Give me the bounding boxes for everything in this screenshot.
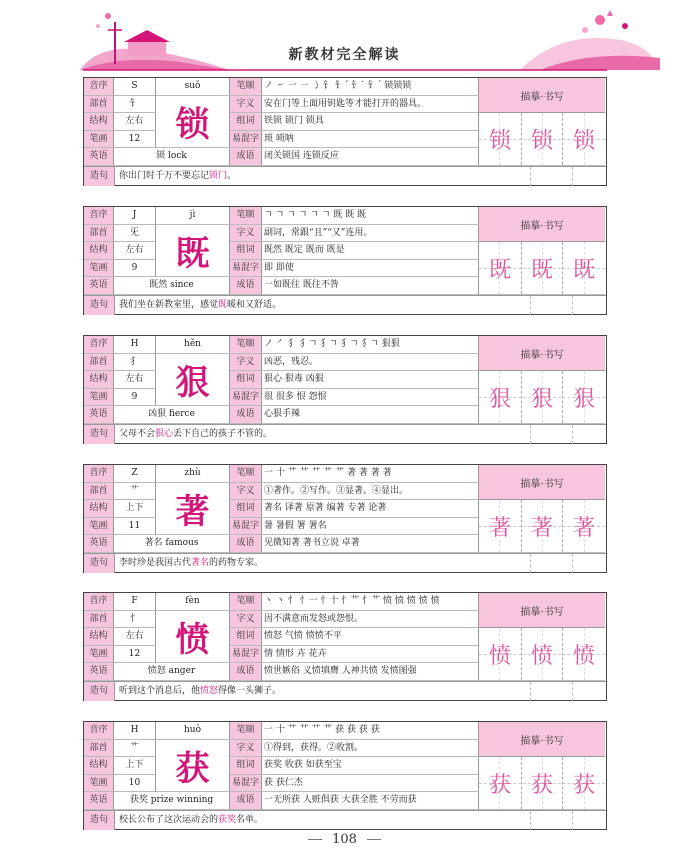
confusable-value: 即 即使 [262, 260, 479, 278]
words-label: 组词 [230, 113, 262, 131]
strokes-label: 笔画 [84, 518, 114, 536]
structure-value: 左右 [114, 371, 156, 389]
example-text: 父母不会 [119, 429, 156, 439]
confusable-value: 琐 唢呐 [262, 131, 479, 149]
structure-label: 结构 [84, 242, 114, 260]
example-text-end: 的药物专家。 [209, 558, 264, 568]
practice-guide [530, 554, 531, 573]
page-number-right-dash [367, 839, 381, 840]
radical-label: 部首 [84, 354, 114, 372]
english-label: 英语 [84, 663, 114, 681]
meaning-value: 副词，常跟“且”“又”连用。 [262, 225, 479, 243]
idiom-value: 一无所获 人赃俱获 大获全胜 不劳而获 [262, 792, 479, 810]
radical-value: 忄 [114, 611, 156, 629]
example-label: 造句 [84, 296, 115, 315]
order-label: 音序 [84, 336, 114, 354]
confusable-value: 情 情形 卉 花卉 [262, 646, 479, 664]
practice-guide [530, 167, 531, 186]
confusable-label: 易混字 [230, 260, 262, 278]
page-number-left-dash [308, 839, 322, 840]
character-card [83, 464, 607, 573]
example-text-end: 暖和又舒适。 [227, 300, 282, 310]
example-highlight: 锁门 [209, 171, 228, 181]
practice-guide [572, 682, 573, 701]
idiom-label: 成语 [230, 535, 262, 553]
strokes-value: 9 [114, 260, 156, 278]
english-label: 英语 [84, 148, 114, 166]
order-label: 音序 [84, 593, 114, 611]
words-label: 组词 [230, 242, 262, 260]
example-text-end: 丢下自己的孩子不管的。 [173, 429, 273, 439]
practice-guide [530, 682, 531, 701]
structure-label: 结构 [84, 113, 114, 131]
words-value: 狠心 狠毒 凶狠 [262, 371, 479, 389]
trace-character: 获 [572, 772, 595, 798]
page-banner [0, 0, 689, 72]
meaning-value: 凶恶，残忍。 [262, 354, 479, 372]
idiom-value: 心狠手辣 [262, 406, 479, 424]
idiom-label: 成语 [230, 663, 262, 681]
trace-character: 狠 [572, 386, 595, 412]
example-highlight: 狠心 [155, 429, 174, 439]
radical-value: 艹 [114, 483, 156, 501]
idiom-value: 闭关锁国 连锁反应 [262, 148, 479, 166]
stroke-order-label: 笔顺 [230, 593, 262, 611]
confusable-label: 易混字 [230, 131, 262, 149]
strokes-value: 12 [114, 131, 156, 149]
practice-guide [572, 811, 573, 830]
structure-value: 左右 [114, 628, 156, 646]
stroke-order-value: 一 十 艹 艹 艹 艹 获 获 获 获 [262, 722, 479, 740]
meaning-value: ①著作。②写作。③显著。④显出。 [262, 483, 479, 501]
words-label: 组词 [230, 500, 262, 518]
character-card [83, 335, 607, 444]
example-sentence [115, 554, 606, 573]
trace-character: 锁 [572, 128, 595, 154]
main-character: 获 [156, 740, 230, 793]
meaning-label: 字义 [230, 354, 262, 372]
example-text-end: 。 [227, 171, 237, 181]
strokes-value: 11 [114, 518, 156, 536]
trace-character: 获 [530, 772, 553, 798]
order-value: S [114, 78, 156, 96]
radical-label: 部首 [84, 611, 114, 629]
structure-value: 上下 [114, 500, 156, 518]
words-value: 著名 译著 原著 编著 专著 论著 [262, 500, 479, 518]
example-label: 造句 [84, 167, 115, 186]
trace-character: 既 [572, 257, 595, 283]
trace-character: 狠 [530, 386, 553, 412]
example-text: 听到这个消息后，他 [119, 686, 201, 696]
example-highlight: 获奖 [218, 815, 237, 825]
practice-guide [572, 425, 573, 444]
strokes-value: 12 [114, 646, 156, 664]
main-character: 著 [156, 483, 230, 536]
example-highlight: 著名 [191, 558, 210, 568]
english-value: 既然 since [114, 277, 230, 295]
example-row [84, 166, 606, 186]
example-label: 造句 [84, 554, 115, 573]
trace-character: 既 [488, 257, 511, 283]
order-value: J [114, 207, 156, 225]
practice-header: 描摹·书写 [479, 207, 605, 242]
words-value: 获奖 收获 如获至宝 [262, 757, 479, 775]
english-label: 英语 [84, 792, 114, 810]
practice-header: 描摹·书写 [479, 465, 605, 500]
pinyin: hěn [156, 336, 230, 354]
meaning-value: 因不满意而发怒或怨恨。 [262, 611, 479, 629]
trace-character: 著 [572, 515, 595, 541]
structure-label: 结构 [84, 757, 114, 775]
practice-header: 描摹·书写 [479, 593, 605, 628]
idiom-label: 成语 [230, 277, 262, 295]
order-label: 音序 [84, 207, 114, 225]
radical-label: 部首 [84, 225, 114, 243]
pinyin: zhù [156, 465, 230, 483]
practice-guide [530, 425, 531, 444]
strokes-value: 10 [114, 775, 156, 793]
idiom-value: 愤世嫉俗 义愤填膺 人神共愤 发愤图强 [262, 663, 479, 681]
english-label: 英语 [84, 277, 114, 295]
trace-character: 狠 [488, 386, 511, 412]
example-sentence [115, 296, 606, 315]
trace-character: 著 [530, 515, 553, 541]
meaning-label: 字义 [230, 740, 262, 758]
example-row [84, 553, 606, 573]
english-value: 锁 lock [114, 148, 230, 166]
pinyin: fèn [156, 593, 230, 611]
structure-value: 左右 [114, 242, 156, 260]
english-value: 获奖 prize winning [114, 792, 230, 810]
structure-value: 左右 [114, 113, 156, 131]
practice-area [479, 628, 605, 681]
example-label: 造句 [84, 425, 115, 444]
stroke-order-value: ノ ㇒ 犭 犭ㄱ 犭ㄱ 犭ㄱ 犭ㄱ 狠狠 [262, 336, 479, 354]
words-label: 组词 [230, 628, 262, 646]
practice-header: 描摹·书写 [479, 722, 605, 757]
confusable-label: 易混字 [230, 646, 262, 664]
words-label: 组词 [230, 371, 262, 389]
stroke-order-value: ノ ㇀ 一 ㇐ ㇁ 钅 钅ˊ 钅˙ 钅ˊ 锁锁锁 [262, 78, 479, 96]
trace-character: 愤 [572, 643, 595, 669]
confusable-label: 易混字 [230, 389, 262, 407]
practice-guide [572, 167, 573, 186]
example-text-end: 名单。 [236, 815, 264, 825]
strokes-label: 笔画 [84, 260, 114, 278]
main-character: 锁 [156, 96, 230, 149]
example-sentence [115, 425, 606, 444]
strokes-label: 笔画 [84, 646, 114, 664]
idiom-label: 成语 [230, 406, 262, 424]
radical-value: 犭 [114, 354, 156, 372]
order-value: H [114, 336, 156, 354]
strokes-label: 笔画 [84, 389, 114, 407]
stroke-order-label: 笔顺 [230, 78, 262, 96]
pinyin: suǒ [156, 78, 230, 96]
book-title: 新教材完全解读 [288, 47, 401, 63]
order-label: 音序 [84, 722, 114, 740]
order-value: H [114, 722, 156, 740]
words-value: 既然 既定 既而 既是 [262, 242, 479, 260]
example-row [84, 424, 606, 444]
card-grid [84, 336, 606, 424]
stroke-order-value: 丶 丶 忄 忄一 忄十 忄艹 忄艹 愤 愤 愤 愤 愤 [262, 593, 479, 611]
radical-label: 部首 [84, 740, 114, 758]
character-card [83, 721, 607, 830]
idiom-value: 见微知著 著书立说 卓著 [262, 535, 479, 553]
meaning-value: ①得到，获得。②收割。 [262, 740, 479, 758]
radical-value: 旡 [114, 225, 156, 243]
confusable-value: 获 获仁杰 [262, 775, 479, 793]
practice-area [479, 757, 605, 810]
character-card [83, 206, 607, 315]
example-text: 你出门时千万不要忘记 [119, 171, 210, 181]
example-text: 我们坐在新教室里，感觉 [119, 300, 219, 310]
structure-value: 上下 [114, 757, 156, 775]
words-value: 铁锁 锁门 锁具 [262, 113, 479, 131]
practice-guide [530, 296, 531, 315]
pinyin: jì [156, 207, 230, 225]
confusable-value: 暑 暑假 署 署名 [262, 518, 479, 536]
practice-area [479, 113, 605, 166]
example-row [84, 810, 606, 830]
example-text-end: 得像一头狮子。 [218, 686, 282, 696]
card-grid [84, 207, 606, 295]
trace-character: 著 [488, 515, 511, 541]
example-text: 校长公布了这次运动会的 [119, 815, 219, 825]
english-label: 英语 [84, 535, 114, 553]
radical-label: 部首 [84, 96, 114, 114]
trace-character: 既 [530, 257, 553, 283]
radical-label: 部首 [84, 483, 114, 501]
example-row [84, 681, 606, 701]
radical-value: 钅 [114, 96, 156, 114]
example-highlight: 既 [218, 300, 228, 310]
radical-value: 艹 [114, 740, 156, 758]
stroke-order-value: 一 十 艹 艹 艹 艹 艹 著 著 著 著 [262, 465, 479, 483]
meaning-label: 字义 [230, 611, 262, 629]
trace-character: 锁 [530, 128, 553, 154]
structure-label: 结构 [84, 500, 114, 518]
pinyin: huò [156, 722, 230, 740]
order-label: 音序 [84, 465, 114, 483]
practice-area [479, 500, 605, 553]
meaning-value: 安在门等上面用钥匙等才能打开的器具。 [262, 96, 479, 114]
english-value: 凶狠 fierce [114, 406, 230, 424]
stroke-order-label: 笔顺 [230, 336, 262, 354]
main-character: 既 [156, 225, 230, 278]
character-card [83, 77, 607, 186]
main-character: 愤 [156, 611, 230, 664]
order-label: 音序 [84, 78, 114, 96]
idiom-label: 成语 [230, 148, 262, 166]
practice-guide [530, 811, 531, 830]
english-value: 愤怒 anger [114, 663, 230, 681]
practice-header: 描摹·书写 [479, 336, 605, 371]
card-grid [84, 593, 606, 681]
example-text: 李时珍是我国古代 [119, 558, 192, 568]
trace-character: 愤 [488, 643, 511, 669]
page-number-text: 108 [332, 832, 357, 847]
strokes-value: 9 [114, 389, 156, 407]
stroke-order-label: 笔顺 [230, 465, 262, 483]
card-grid [84, 78, 606, 166]
practice-area [479, 242, 605, 295]
page-number [0, 832, 689, 847]
main-character: 狠 [156, 354, 230, 407]
character-card [83, 592, 607, 701]
practice-header: 描摹·书写 [479, 78, 605, 113]
confusable-value: 很 很多 恨 怨恨 [262, 389, 479, 407]
practice-area [479, 371, 605, 424]
idiom-value: 一如既往 既往不咎 [262, 277, 479, 295]
order-value: F [114, 593, 156, 611]
meaning-label: 字义 [230, 96, 262, 114]
practice-guide [572, 296, 573, 315]
words-label: 组词 [230, 757, 262, 775]
stroke-order-label: 笔顺 [230, 722, 262, 740]
trace-character: 获 [488, 772, 511, 798]
strokes-label: 笔画 [84, 775, 114, 793]
words-value: 愤怒 气愤 愤愤不平 [262, 628, 479, 646]
card-grid [84, 465, 606, 553]
stroke-order-value: ㄱ ㄱ ㄱ ㄱ ㄱ ㄱ 既 既 既 [262, 207, 479, 225]
english-label: 英语 [84, 406, 114, 424]
confusable-label: 易混字 [230, 518, 262, 536]
card-grid [84, 722, 606, 810]
example-row [84, 295, 606, 315]
trace-character: 愤 [530, 643, 553, 669]
example-sentence [115, 167, 606, 186]
example-label: 造句 [84, 682, 115, 701]
stroke-order-label: 笔顺 [230, 207, 262, 225]
trace-character: 锁 [488, 128, 511, 154]
order-value: Z [114, 465, 156, 483]
meaning-label: 字义 [230, 483, 262, 501]
meaning-label: 字义 [230, 225, 262, 243]
idiom-label: 成语 [230, 792, 262, 810]
english-value: 著名 famous [114, 535, 230, 553]
strokes-label: 笔画 [84, 131, 114, 149]
practice-guide [572, 554, 573, 573]
confusable-label: 易混字 [230, 775, 262, 793]
example-sentence [115, 682, 606, 701]
example-label: 造句 [84, 811, 115, 830]
example-sentence [115, 811, 606, 830]
example-highlight: 愤怒 [200, 686, 219, 696]
structure-label: 结构 [84, 628, 114, 646]
structure-label: 结构 [84, 371, 114, 389]
